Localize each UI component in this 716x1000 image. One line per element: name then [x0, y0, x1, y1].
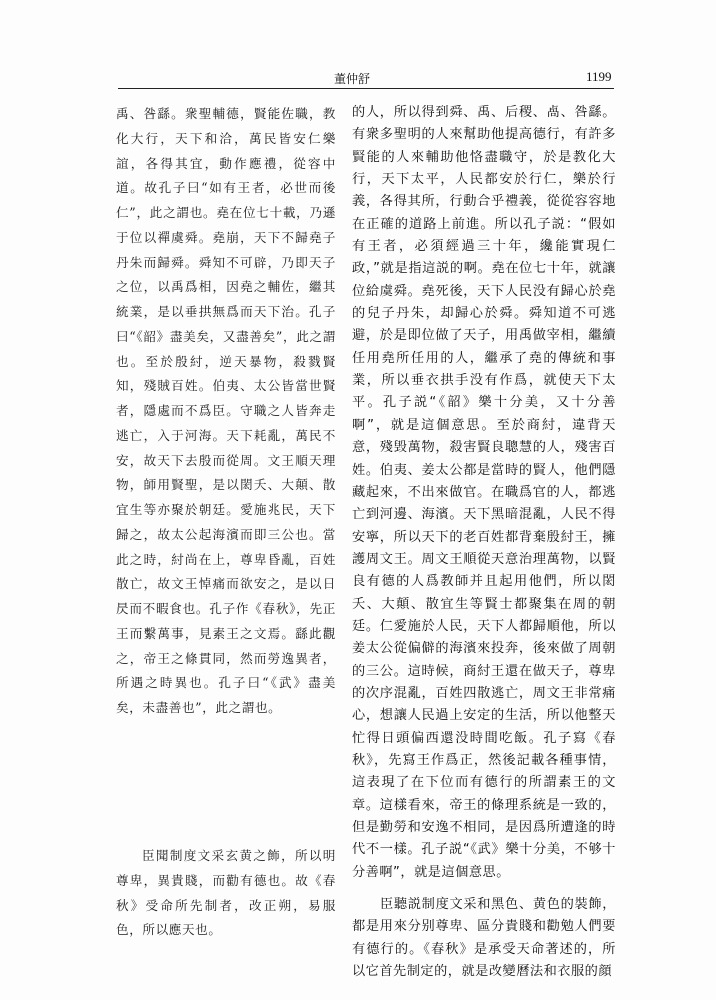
page-number: 1199	[586, 69, 612, 84]
original-text-column	[116, 102, 336, 938]
original-paragraph-2: 臣聞制度文采玄黄之飾，所以明尊卑，異貴賤，而勸有德也。故《春秋》受命所先制者，改正朔，易服色，所以應天也。	[116, 848, 336, 938]
translation-paragraph-1: 的人，所以得到舜、禹、后稷、卨、咎繇。有衆多聖明的人來幫助他提高德行，有許多賢能的人來輔助他恪盡職守，於是教化大行，天下太平，人民都安於行仁，樂於行義，各得其所，行動合乎禮義，從從容容地在正確的道路上前進。所以孔子説：“假如有王者，必須經過三十年，纔能實現仁政，”就是指這説的啊。堯在位七十年，就讓位給虞舜。堯死後，天下人民没有歸心於堯的兒子丹朱，却歸心於舜。舜知道不可逃避，於是即位做了天子，用禹做宰相，繼續任用堯所任用的人，繼承了堯的傳統和事業，所以垂衣拱手没有作爲，就使天下太平。孔子説“《韶》樂十分美，又十分善啊”，就是這個意思。至於商紂，違背天意，殘毁萬物，殺害賢良聰慧的人，殘害百姓。伯夷、姜太公都是當時的賢人，他們隱藏起來，不出來做官。在職爲官的人，都逃亡到河邊、海濱。天下黑暗混亂，人民不得安寧，所以天下的老百姓都背棄殷紂王，擁護周文王。周文王順從天意治理萬物，以賢良有德的人爲教師并且起用他們，所以閎夭、大顛、散宜生等賢士都聚集在周的朝廷。仁愛施於人民，天下人都歸順他，所以姜太公從偏僻的海濱來投奔，後來做了周朝的三公。這時候，商紂王還在做天子，尊卑的次序混亂，百姓四散逃亡，周文王非常痛心，想讓人民過上安定的生活，所以他整天忙得日頭偏西還没時間吃飯。孔子寫《春秋》，先寫王作爲正，然後記載各種事情，這表現了在下位而有德行的所謂素王的文章。這樣看來，帝王的條理系統是一致的，但是勤勞和安逸不相同，是因爲所遭逢的時代不一樣。孔子説“《武》樂十分美，不够十分善啊”，就是這個意思。	[352, 105, 616, 880]
translation-column	[352, 102, 616, 983]
translation-paragraph-2: 臣聽説制度文采和黑色、黄色的裝飾，都是用來分别尊卑、區分貴賤和勸勉人們要有德行的。《春秋》是承受天命著述的，所以它首先制定的，就是改變曆法和衣服的顔	[352, 897, 616, 980]
original-paragraph-1: 禹、咎繇。衆聖輔德，賢能佐職，教化大行，天下和洽，萬民皆安仁樂誼，各得其宜，動作應禮，從容中道。故孔子曰“如有王者，必世而後仁”，此之謂也。堯在位七十載，乃遜于位以禪虞舜。堯崩，天下不歸堯子丹朱而歸舜。舜知不可辟，乃即天子之位，以禹爲相，因堯之輔佐，繼其統業，是以垂拱無爲而天下治。孔子曰“《韶》盡美矣，又盡善矣”，此之謂也。至於殷紂，逆天暴物，殺戮賢知，殘賊百姓。伯夷、太公皆當世賢者，隱處而不爲臣。守職之人皆奔走逃亡，入于河海。天下耗亂，萬民不安，故天下去殷而從周。文王順天理物，師用賢聖，是以閎夭、大顛、散宜生等亦聚於朝廷。愛施兆民，天下歸之，故太公起海濱而即三公也。當此之時，紂尚在上，尊卑昏亂，百姓散亡，故文王悼痛而欲安之，是以日昃而不暇食也。孔子作《春秋》，先正王而繫萬事，見素王之文焉。繇此觀之，帝王之條貫同，然而勞逸異者，所遇之時異也。孔子曰“《武》盡美矣，未盡善也”，此之謂也。	[116, 106, 336, 715]
header-divider	[118, 88, 614, 89]
running-header-title: 董仲舒	[334, 72, 371, 86]
